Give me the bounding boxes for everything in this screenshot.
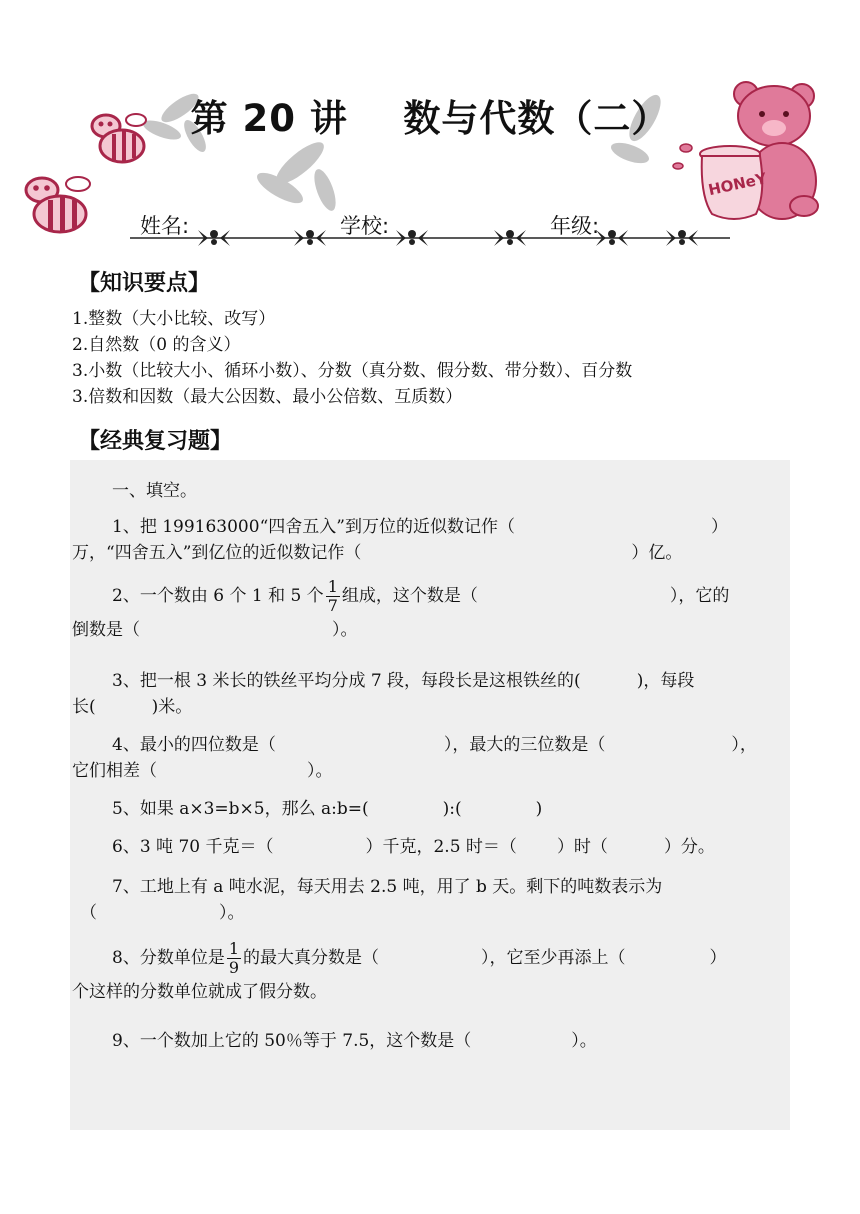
name-label: 姓名: <box>140 214 190 238</box>
review-heading: 【经典复习题】 <box>78 429 233 454</box>
fraction-one-seventh: $\frac{1}{7}$ <box>327 577 338 615</box>
school-label: 学校: <box>340 214 390 238</box>
question-3: 3、把一根 3 米长的铁丝平均分成 7 段，每段长是这根铁丝的( )，每段 长( )米。 <box>72 671 695 717</box>
question-2: 2、一个数由 6 个 1 和 5 个 $\frac{1}{7}$ 组成，这个数是（ ），它的 倒数是（ ）。 <box>72 577 730 640</box>
page-title <box>0 88 860 142</box>
question-5: 5、如果 a×3=b×5，那么 a:b=( ):( ) <box>112 799 543 819</box>
question-1: 1、把 199163000“四舍五入”到万位的近似数记作（ ） 万，“四舍五入”到亿位的近似数记作（ ）亿。 <box>72 517 728 563</box>
question-7: 7、工地上有 a 吨水泥，每天用去 2.5 吨，用了 b 天。剩下的吨数表示为 （ ）。 <box>80 877 663 923</box>
knowledge-item: 3.小数（比较大小、循环小数）、分数（真分数、假分数、带分数）、百分数 <box>72 361 633 381</box>
vine-underline-decoration <box>130 224 730 250</box>
knowledge-heading: 【知识要点】 <box>78 271 211 296</box>
section-title: 一、填空。 <box>112 481 197 501</box>
knowledge-item: 1.整数（大小比较、改写） <box>72 309 276 329</box>
question-4: 4、最小的四位数是（ ），最大的三位数是（ ）， 它们相差（ ）。 <box>72 735 757 781</box>
knowledge-item: 2.自然数（0 的含义） <box>72 335 241 355</box>
question-8: 8、分数单位是 $\frac{1}{9}$ 的最大真分数是（ ），它至少再添上（ ） 个这样的分数单位就成了假分数。 <box>72 939 727 1002</box>
question-9: 9、一个数加上它的 50％等于 7.5，这个数是（ ）。 <box>112 1031 597 1051</box>
knowledge-item: 3.倍数和因数（最大公因数、最小公倍数、互质数） <box>72 387 463 407</box>
question-6: 6、3 吨 70 千克＝（ ）千克，2.5 时＝（ ）时（ ）分。 <box>112 837 715 857</box>
lecture-topic: 数与代数（二） <box>403 97 670 140</box>
lecture-number: 第 20 讲 <box>190 97 348 140</box>
honey-label: HONeY <box>706 169 769 200</box>
grade-label: 年级: <box>550 214 600 238</box>
fraction-one-ninth: $\frac{1}{9}$ <box>228 939 240 977</box>
bee-icon <box>14 168 100 238</box>
